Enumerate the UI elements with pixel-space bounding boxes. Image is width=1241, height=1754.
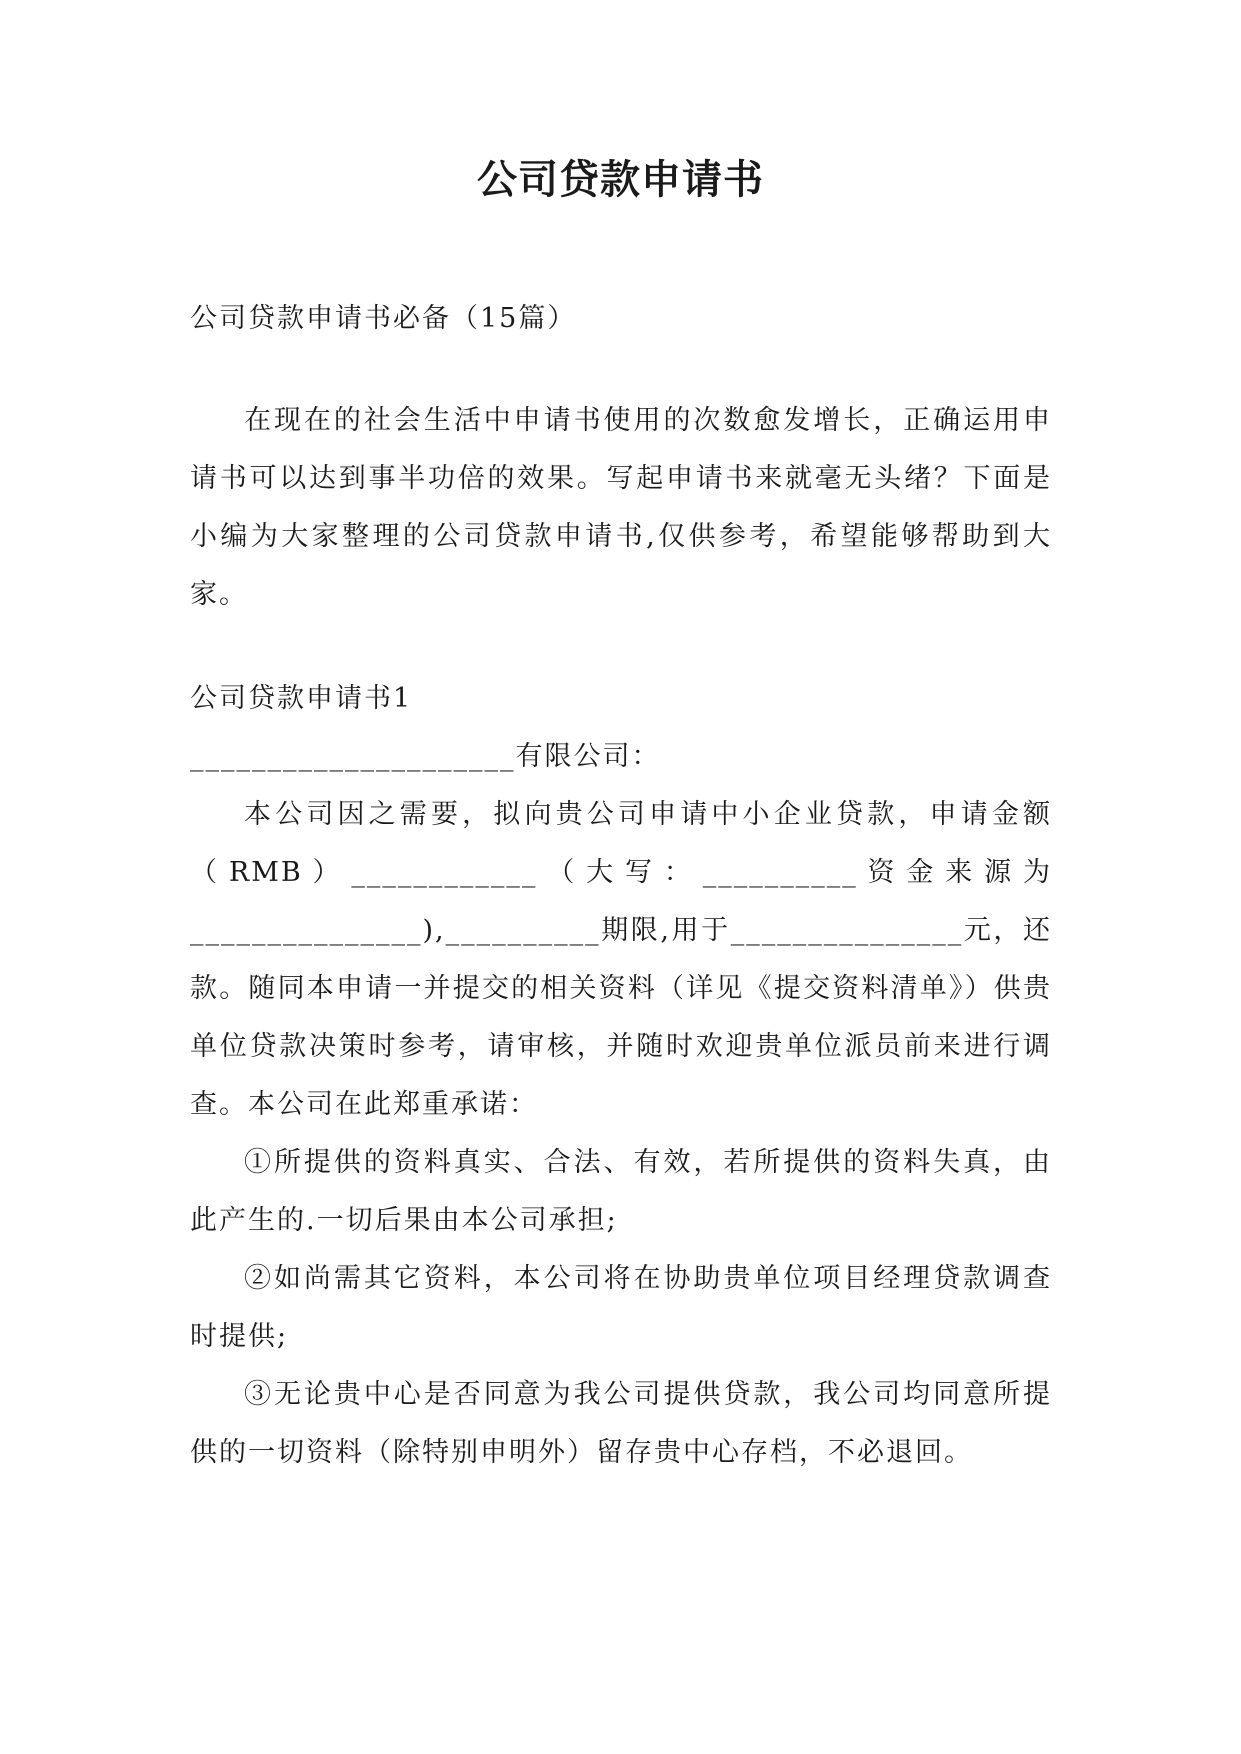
section-title: 公司贷款申请书1 <box>190 683 413 714</box>
document-body <box>190 290 1052 1482</box>
body-paragraph: 本公司因之需要，拟向贵公司申请中小企业贷款，申请金额（RMB）____________（大写：__________资金来源为_______________),__________期限,用于_______________元，还款。随同本申请一并提交的相关资料（详见《提交资料清单》）供贵单位贷款决策时参考，请审核，并随时欢迎贵单位派员前来进行调查。本公司在此郑重承诺： <box>190 799 1052 1120</box>
document-title: 公司贷款申请书 <box>477 157 764 203</box>
document-subtitle: 公司贷款申请书必备（15篇） <box>190 303 577 334</box>
intro-paragraph: 在现在的社会生活中申请书使用的次数愈发增长，正确运用申请书可以达到事半功倍的效果。写起申请书来就毫无头绪？下面是小编为大家整理的公司贷款申请书,仅供参考，希望能够帮助到大家。 <box>190 405 1052 610</box>
addressee-line: _____________________有限公司： <box>190 741 661 772</box>
commitment-item: ③无论贵中心是否同意为我公司提供贷款，我公司均同意所提供的一切资料（除特别申明外）留存贵中心存档，不必退回。 <box>190 1379 1052 1468</box>
commitment-item: ②如尚需其它资料，本公司将在协助贵单位项目经理贷款调查时提供; <box>190 1263 1052 1352</box>
commitment-item: ①所提供的资料真实、合法、有效，若所提供的资料失真，由此产生的.一切后果由本公司承担; <box>190 1147 1052 1236</box>
